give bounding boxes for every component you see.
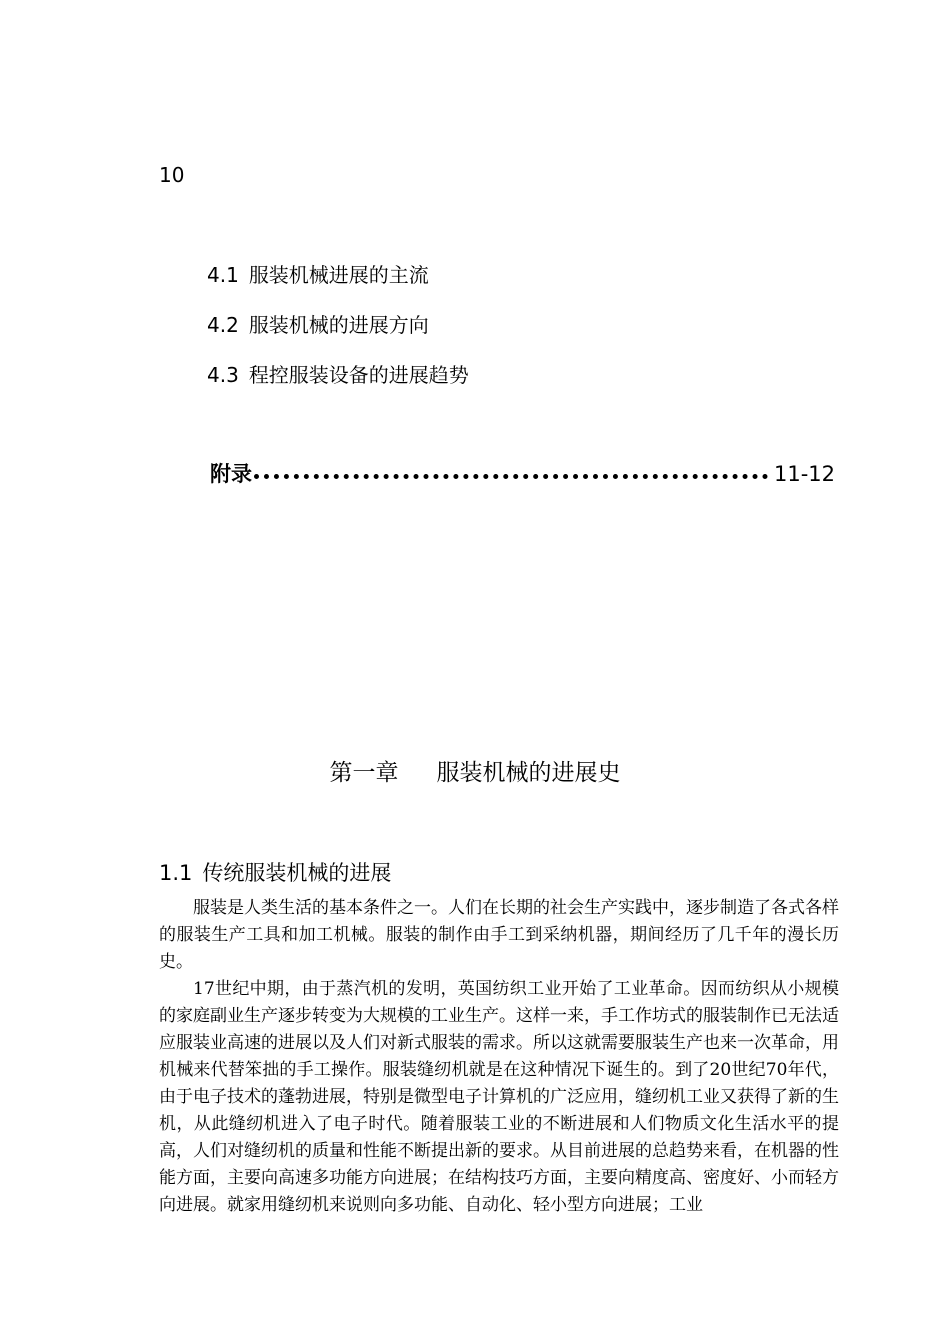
body-text <box>159 895 839 1219</box>
section-number: 1.1 <box>159 861 193 885</box>
toc-item-number: 4.2 <box>207 313 239 337</box>
toc-item <box>207 263 429 287</box>
toc-item-number: 4.3 <box>207 363 239 387</box>
toc-item-title: 程控服装设备的进展趋势 <box>248 363 469 387</box>
dot-leader <box>254 474 768 479</box>
toc-appendix-line <box>210 460 835 488</box>
toc-appendix-title: 附录 <box>210 462 252 486</box>
body-paragraph: 服装是人类生活的基本条件之一。人们在长期的社会生产实践中，逐步制造了各式各样的服装生产工具和加工机械。服装的制作由手工到采纳机器，期间经历了几千年的漫长历史。 <box>159 898 839 972</box>
section-title: 传统服装机械的进展 <box>202 861 392 885</box>
page-number: 10 <box>159 163 185 187</box>
section-heading <box>159 859 391 887</box>
body-paragraph: 17世纪中期，由于蒸汽机的发明，英国纺织工业开始了工业革命。因而纺织从小规模的家庭副业生产逐步转变为大规模的工业生产。这样一来，手工作坊式的服装制作已无法适应服装业高速的进展以及人们对新式服装的需求。所以这就需要服装生产也来一次革命，用机械来代替笨拙的手工操作。服装缝纫机就是在这种情况下诞生的。到了20世纪70年代，由于电子技术的蓬勃进展，特别是微型电子计算机的广泛应用，缝纫机工业又获得了新的生机，从此缝纫机进入了电子时代。随着服装工业的不断进展和人们物质文化生活水平的提高，人们对缝纫机的质量和性能不断提出新的要求。从目前进展的总趋势来看，在机器的性能方面，主要向高速多功能方向进展；在结构技巧方面，主要向精度高、密度好、小而轻方向进展。就家用缝纫机来说则向多功能、自动化、轻小型方向进展；工业 <box>159 979 839 1215</box>
chapter-title: 服装机械的进展史 <box>436 760 621 786</box>
toc-item-title: 服装机械的进展方向 <box>248 313 429 337</box>
chapter-label: 第一章 <box>329 760 399 786</box>
toc-item <box>207 363 469 387</box>
toc-item-number: 4.1 <box>207 263 239 287</box>
chapter-heading <box>0 757 950 789</box>
toc-appendix-pages: 11-12 <box>773 462 835 486</box>
toc-item-title: 服装机械进展的主流 <box>248 263 429 287</box>
toc-item <box>207 313 429 337</box>
